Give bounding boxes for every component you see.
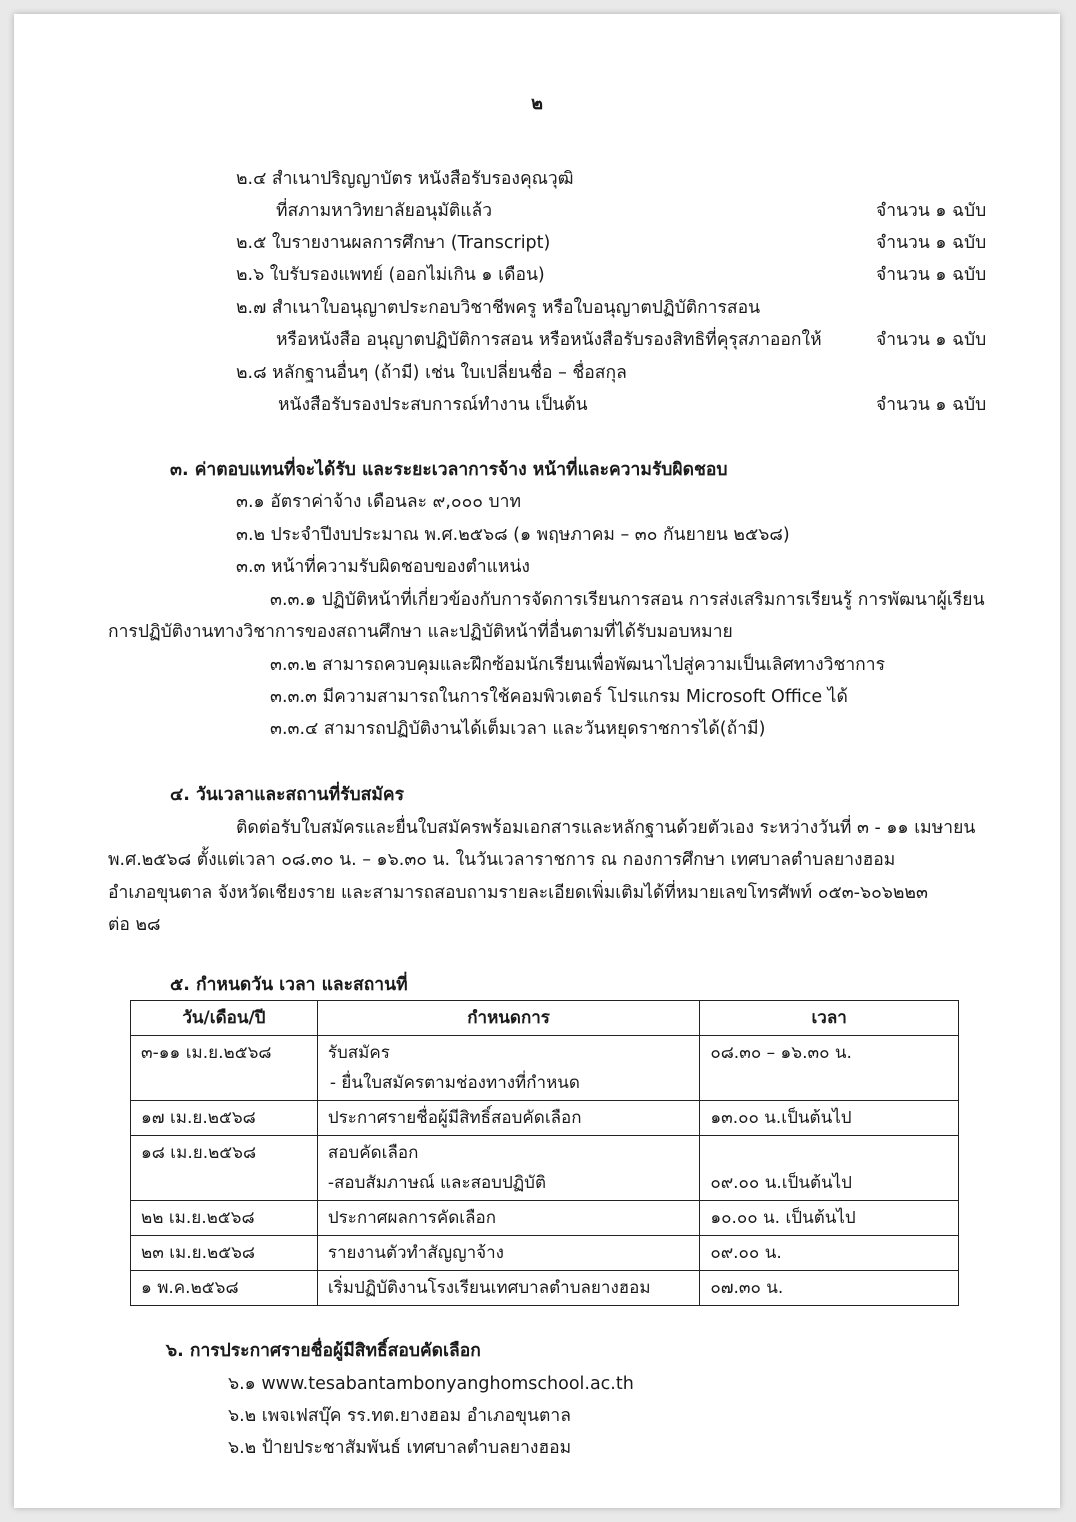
column-header-event: กำหนดการ — [317, 1001, 699, 1036]
row-event: ประกาศผลการคัดเลือก — [317, 1201, 699, 1236]
row-time: ๐๗.๓๐ น. — [700, 1271, 959, 1306]
row-date: ๒๒ เม.ย.๒๕๖๘ — [131, 1201, 318, 1236]
row-event — [317, 1036, 699, 1101]
table-header-row — [131, 1001, 959, 1036]
item-2-4-qty: จำนวน ๑ ฉบับ — [876, 201, 987, 221]
table-row — [131, 1236, 959, 1271]
row-time: ๑๓.๐๐ น.เป็นต้นไป — [700, 1101, 959, 1136]
table-row — [131, 1101, 959, 1136]
item-2-4-line1: ๒.๔ สำเนาปริญญาบัตร หนังสือรับรองคุณวุฒิ — [236, 169, 574, 189]
item-2-5-line1: ๒.๕ ใบรายงานผลการศึกษา (Transcript) — [236, 233, 551, 253]
section-3-3-2: ๓.๓.๒ สามารถควบคุมและฝึกซ้อมนักเรียนเพื่อพัฒนาไปสู่ความเป็นเลิศทางวิชาการ — [270, 655, 886, 675]
section-3-3-1a: ๓.๓.๑ ปฏิบัติหน้าที่เกี่ยวข้องกับการจัดการเรียนการสอน การส่งเสริมการเรียนรู้ การพัฒนาผู้เรียน — [270, 590, 985, 610]
row-time: ๐๙.๐๐ น.เป็นต้นไป — [700, 1136, 959, 1201]
section-3-heading: ๓. ค่าตอบแทนที่จะได้รับ และระยะเวลาการจ้าง หน้าที่และความรับผิดชอบ — [170, 460, 728, 480]
item-2-6-line1: ๒.๖ ใบรับรองแพทย์ (ออกไม่เกิน ๑ เดือน) — [236, 265, 545, 285]
section-3-3: ๓.๓ หน้าที่ความรับผิดชอบของตำแหน่ง — [236, 557, 530, 577]
row-event: เริ่มปฏิบัติงานโรงเรียนเทศบาลตำบลยางฮอม — [317, 1271, 699, 1306]
item-2-8-line2: หนังสือรับรองประสบการณ์ทำงาน เป็นต้น — [278, 395, 588, 415]
column-header-time: เวลา — [700, 1001, 959, 1036]
row-event-sub: -สอบสัมภาษณ์ และสอบปฏิบัติ — [327, 1173, 546, 1193]
item-2-8-line1: ๒.๘ หลักฐานอื่นๆ (ถ้ามี) เช่น ใบเปลี่ยนชื่อ – ชื่อสกุล — [236, 363, 627, 383]
section-6-heading: ๖. การประกาศรายชื่อผู้มีสิทธิ์สอบคัดเลือก — [166, 1341, 481, 1361]
item-2-7-line1: ๒.๗ สำเนาใบอนุญาตประกอบวิชาชีพครู หรือใบอนุญาตปฏิบัติการสอน — [236, 298, 761, 318]
row-event-title: สอบคัดเลือก — [327, 1143, 419, 1163]
schedule-table — [130, 1000, 959, 1306]
item-2-8-qty: จำนวน ๑ ฉบับ — [876, 395, 987, 415]
row-date: ๑๗ เม.ย.๒๕๖๘ — [131, 1101, 318, 1136]
section-3-1: ๓.๑ อัตราค่าจ้าง เดือนละ ๙,๐๐๐ บาท — [236, 492, 521, 512]
table-row — [131, 1271, 959, 1306]
item-2-7-line2: หรือหนังสือ อนุญาตปฏิบัติการสอน หรือหนังสือรับรองสิทธิที่คุรุสภาออกให้ — [276, 330, 822, 350]
column-header-date: วัน/เดือน/ปี — [131, 1001, 318, 1036]
row-date: ๑ พ.ค.๒๕๖๘ — [131, 1271, 318, 1306]
item-2-7-qty: จำนวน ๑ ฉบับ — [876, 330, 987, 350]
section-4-para-line4: ต่อ ๒๘ — [108, 915, 161, 935]
section-5-heading: ๕. กำหนดวัน เวลา และสถานที่ — [170, 975, 408, 995]
row-event: รายงานตัวทำสัญญาจ้าง — [317, 1236, 699, 1271]
row-time: ๐๙.๐๐ น. — [700, 1236, 959, 1271]
section-6-item-1: ๖.๑ www.tesabantambonyanghomschool.ac.th — [228, 1374, 634, 1394]
row-time: ๑๐.๐๐ น. เป็นต้นไป — [700, 1201, 959, 1236]
row-event-sub: - ยื่นใบสมัครตามช่องทางที่กำหนด — [329, 1073, 580, 1093]
section-6-item-3: ๖.๒ ป้ายประชาสัมพันธ์ เทศบาลตำบลยางฮอม — [228, 1438, 572, 1458]
row-event-title: รับสมัคร — [327, 1043, 390, 1063]
section-3-3-4: ๓.๓.๔ สามารถปฏิบัติงานได้เต็มเวลา และวันหยุดราชการได้(ถ้ามี) — [270, 719, 766, 739]
section-4-para-line2: พ.ศ.๒๕๖๘ ตั้งแต่เวลา ๐๘.๓๐ น. – ๑๖.๓๐ น. ในวันเวลาราชการ ณ กองการศึกษา เทศบาลตำบลยางฮอม — [108, 850, 896, 870]
item-2-5-qty: จำนวน ๑ ฉบับ — [876, 233, 987, 253]
section-3-3-1b: การปฏิบัติงานทางวิชาการของสถานศึกษา และปฏิบัติหน้าที่อื่นตามที่ได้รับมอบหมาย — [108, 622, 733, 642]
section-6-item-2: ๖.๒ เพจเฟสบุ๊ค รร.ทต.ยางฮอม อำเภอขุนตาล — [228, 1406, 571, 1426]
document-page — [14, 14, 1060, 1508]
row-date: ๒๓ เม.ย.๒๕๖๘ — [131, 1236, 318, 1271]
item-2-4-line2: ที่สภามหาวิทยาลัยอนุมัติแล้ว — [276, 201, 493, 221]
row-date: ๑๘ เม.ย.๒๕๖๘ — [131, 1136, 318, 1201]
section-3-2: ๓.๒ ประจำปีงบประมาณ พ.ศ.๒๕๖๘ (๑ พฤษภาคม – ๓๐ กันยายน ๒๕๖๘) — [236, 525, 790, 545]
table-row — [131, 1201, 959, 1236]
section-4-heading: ๔. วันเวลาและสถานที่รับสมัคร — [170, 785, 404, 805]
row-event — [317, 1136, 699, 1201]
page-number: ๒ — [531, 93, 543, 114]
section-4-para-line1: ติดต่อรับใบสมัครและยื่นใบสมัครพร้อมเอกสารและหลักฐานด้วยตัวเอง ระหว่างวันที่ ๓ - ๑๑ เมษายน — [236, 818, 976, 838]
item-2-6-qty: จำนวน ๑ ฉบับ — [876, 265, 987, 285]
row-event: ประกาศรายชื่อผู้มีสิทธิ์สอบคัดเลือก — [317, 1101, 699, 1136]
table-row — [131, 1136, 959, 1201]
section-3-3-3: ๓.๓.๓ มีความสามารถในการใช้คอมพิวเตอร์ โปรแกรม Microsoft Office ได้ — [270, 687, 848, 707]
table-row — [131, 1036, 959, 1101]
row-time: ๐๘.๓๐ – ๑๖.๓๐ น. — [700, 1036, 959, 1101]
section-4-para-line3: อำเภอขุนตาล จังหวัดเชียงราย และสามารถสอบถามรายละเอียดเพิ่มเติมได้ที่หมายเลขโทรศัพท์ ๐๕๓-๖๐๖๒๒๓ — [108, 883, 928, 903]
row-date: ๓-๑๑ เม.ย.๒๕๖๘ — [131, 1036, 318, 1101]
